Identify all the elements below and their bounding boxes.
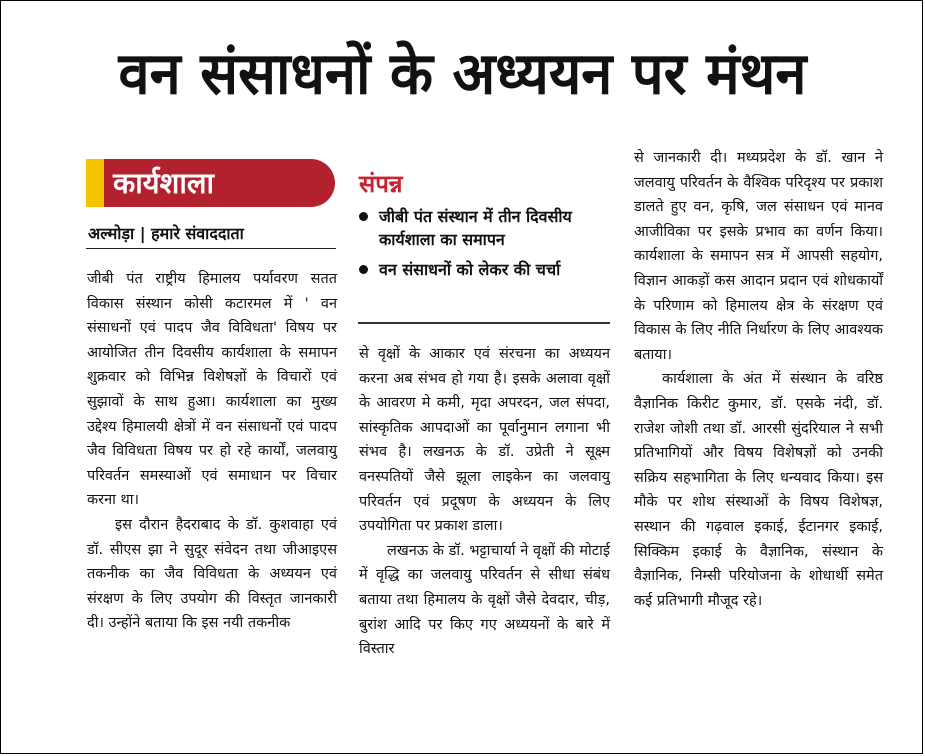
highlights-divider (358, 322, 610, 324)
highlight-text: वन संसाधनों को लेकर की चर्चा (379, 260, 561, 279)
paragraph: इस दौरान हैदराबाद के डॉ. कुशवाहा एवं डॉ. सीएस झा ने सुदूर संवेदन तथा जीआइएस तकनीक का जैव विविधता के अध्ययन एवं संरक्षण के लिए उपयोग की विस्तृत जानकारी दी। उन्होंने बताया कि इस नयी तकनीक (87, 516, 337, 632)
article-column-1 (87, 267, 337, 636)
paragraph: से वृक्षों के आकार एवं संरचना का अध्ययन करना अब संभव हो गया है। इसके अलावा वृक्षों के आवरण मे कमी, मृदा अपरदन, जल संपदा, सांस्कृतिक आपदाओं का पूर्वानुमान लगाना भी संभव है। लखनऊ के डॉ. उप्रेती ने सूक्ष्म वनस्पतियों जैसे झूला लाइकेन का जलवायु परिवर्तन एवं प्रदूषण के अध्ययन के लिए उपयोगिता पर प्रकाश डाला। (359, 346, 610, 535)
byline: अल्मोड़ा | हमारे संवाददाता (88, 224, 244, 243)
byline-divider (86, 248, 336, 249)
section-badge-label: कार्यशाला (113, 166, 215, 200)
paragraph: लखनऊ के डॉ. भट्टाचार्या ने वृक्षों की मोटाई में वृद्धि का जलवायु परिवर्तन से सीधा संबंध बताया तथा हिमालय के वृक्षों जैसे देवदार, चीड़, बुरांश आदि पर किए गए अध्ययनों के बारे में विस्तार (359, 542, 610, 658)
headline: वन संसाधनों के अध्ययन पर मंथन (118, 40, 807, 109)
highlights-list (359, 205, 609, 288)
sidebar-title: संपन्न (359, 170, 403, 198)
highlight-text: जीबी पंत संस्थान में तीन दिवसीय कार्यशाला का समापन (379, 207, 572, 249)
paragraph: से जानकारी दी। मध्यप्रदेश के डॉ. खान ने जलवायु परिवर्तन के वैश्विक परिदृश्य पर प्रकाश डालते हुए वन, कृषि, जल संसाधन एवं मानव आजीविका पर इसके प्रभाव का वर्णन किया। कार्यशाला के समापन सत्र में आपसी सहयोग, विज्ञान आकड़ों कस आदान प्रदान एवं शोधकार्यों के परिणाम को हिमालय क्षेत्र के संरक्षण एवं विकास के लिए नीति निर्धारण के लिए आवश्यक बताया। (634, 150, 883, 363)
bullet-icon (359, 265, 368, 274)
highlight-item (359, 205, 609, 251)
paragraph: जीबी पंत राष्ट्रीय हिमालय पर्यावरण सतत विकास संस्थान कोसी कटारमल में ' वन संसाधनों एवं पादप जैव विविधता' विषय पर आयोजित तीन दिवसीय कार्यशाला के समापन शुक्रवार को विभिन्न विशेषज्ञों के विचारों एवं सुझावों के साथ हुआ। कार्यशाला का मुख्य उद्देश्य हिमालयी क्षेत्रों में वन संसाधनों एवं पादप जैव विविधता विषय पर हो रहे कार्यों, जलवायु परिवर्तन समस्याओं एवं समाधान पर विचार करना था। (87, 271, 337, 509)
article-column-3 (634, 146, 883, 613)
article-column-2 (359, 342, 610, 662)
bullet-icon (359, 212, 368, 221)
paragraph: कार्यशाला के अंत में संस्थान के वरिष्ठ वैज्ञानिक किरीट कुमार, डॉ. एसके नंदी, डॉ. राजेश जोशी तथा डॉ. आरसी सुंदरियाल ने सभी प्रतिभागियों और विषय विशेषज्ञों को उनकी सक्रिय सहभागिता के लिए धन्यवाद किया। इस मौके पर शोथ संस्थाओं के विषय विशेषज्ञ, सस्थान की गढ़वाल इकाई, ईटानगर इकाई, सिक्किम इकाई के वैज्ञानिक, संस्थान के वैज्ञानिक, निम्सी परियोजना के शोधार्थी समेत कई प्रतिभागी मौजूद रहे। (634, 371, 883, 609)
section-badge-accent (86, 159, 104, 207)
highlight-item (359, 258, 609, 281)
